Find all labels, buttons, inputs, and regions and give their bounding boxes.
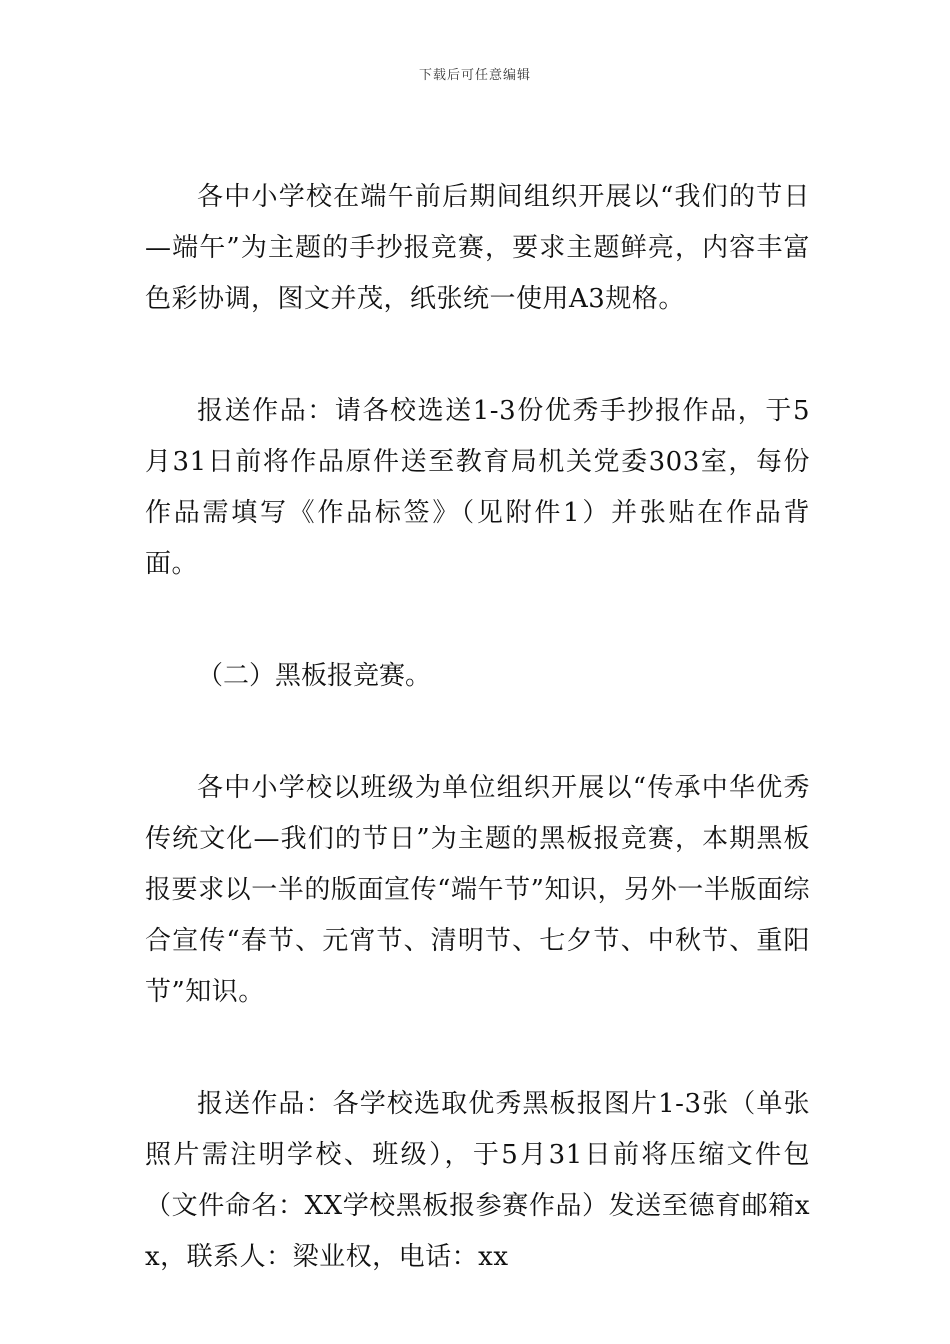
paragraph-handwritten-newspaper-contest: 各中小学校在端午前后期间组织开展以“我们的节日—端午”为主题的手抄报竞赛，要求主题鲜亮，内容丰富色彩协调，图文并茂，纸张统一使用A3规格。 — [145, 182, 810, 314]
paragraph-newspaper-submission: 报送作品：请各校选送1-3份优秀手抄报作品，于5月31日前将作品原件送至教育局机关党委303室，每份作品需填写《作品标签》（见附件1）并张贴在作品背面。 — [145, 396, 810, 579]
paragraph-blackboard-submission: 报送作品：各学校选取优秀黑板报图片1-3张（单张照片需注明学校、班级），于5月31日前将压缩文件包（文件命名：XX学校黑板报参赛作品）发送至德育邮箱xx，联系人：梁业权，电话：xx — [145, 1089, 810, 1272]
paragraph-gap — [145, 325, 810, 386]
section-heading-blackboard-contest: （二）黑板报竞赛。 — [197, 661, 432, 691]
document-body — [145, 172, 810, 1283]
page-header-note: 下载后可任意编辑 — [418, 68, 531, 83]
paragraph-blackboard-contest: 各中小学校以班级为单位组织开展以“传承中华优秀传统文化—我们的节日”为主题的黑板报竞赛，本期黑板报要求以一半的版面宣传“端午节”知识，另外一半版面综合宣传“春节、元宵节、清明节、七夕节、中秋节、重阳节”知识。 — [145, 773, 810, 1007]
paragraph-gap — [145, 1018, 810, 1079]
paragraph-gap — [145, 590, 810, 651]
paragraph-gap — [145, 702, 810, 763]
